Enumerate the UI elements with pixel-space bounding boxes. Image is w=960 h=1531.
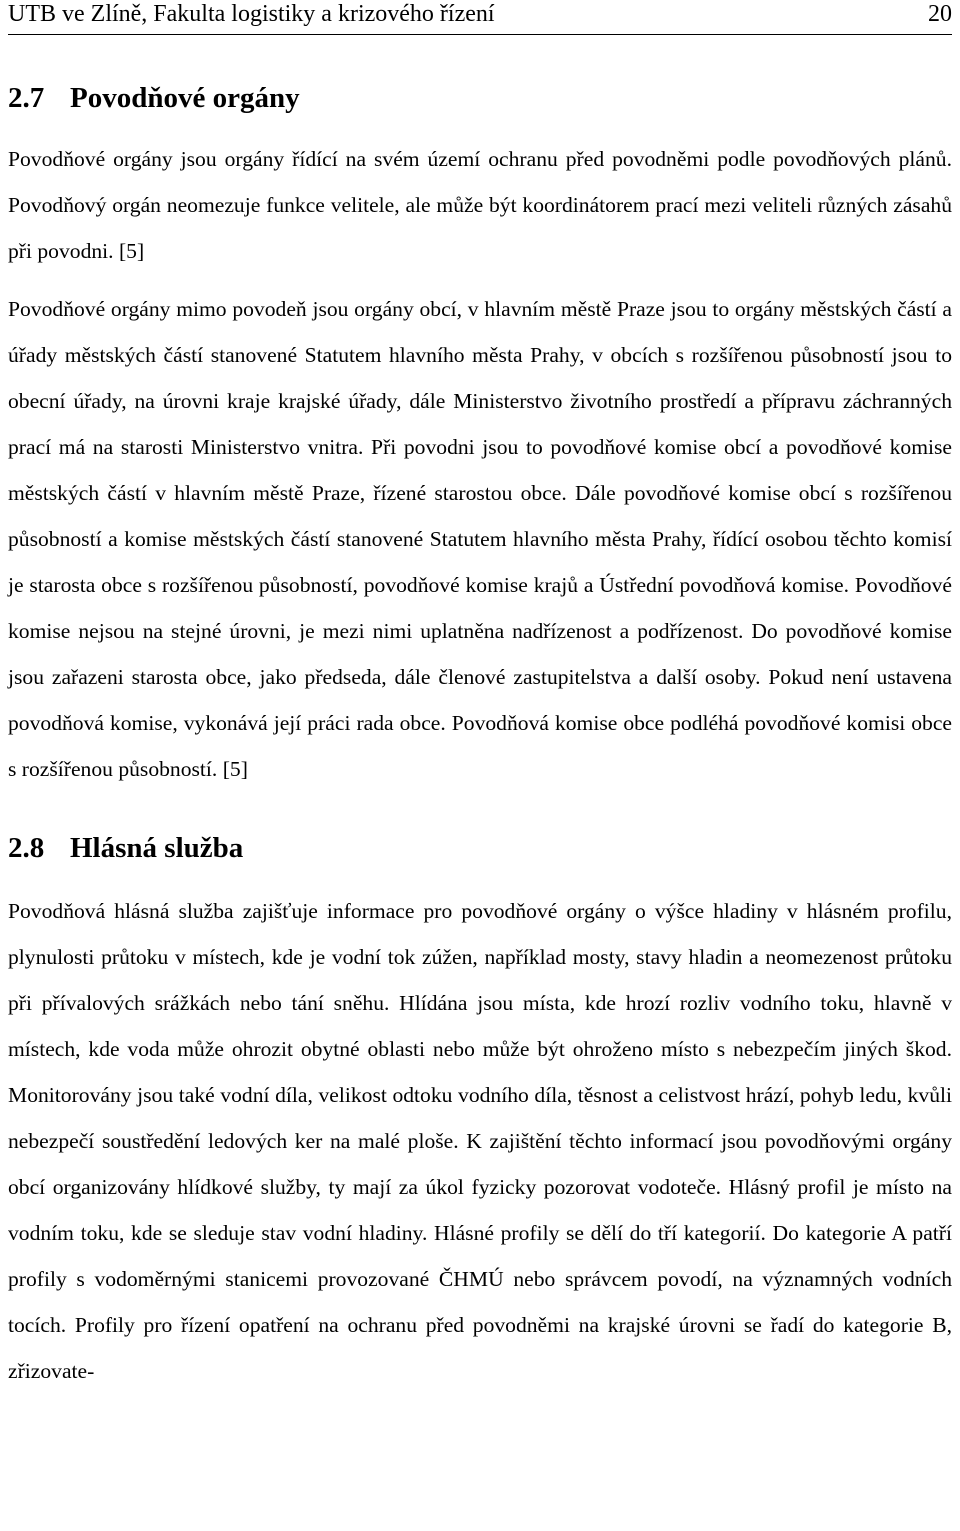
paragraph: Povodňová hlásná služba zajišťuje informace pro povodňové orgány o výšce hladiny v hlásném profilu, plynulosti průtoku v místech, kde je vodní tok zúžen, například mosty, stavy hladin a neomezenost průtoku při přívalových srážkách nebo tání sněhu. Hlídána jsou místa, kde hrozí rozliv vodního toku, hlavně v místech, kde voda může ohrozit obytné oblasti nebo může být ohroženo místo s nebezpečím jiných škod. Monitorovány jsou také vodní díla, velikost odtoku vodního díla, těsnost a celistvost hrází, pohyb ledu, kvůli nebezpečí soustředění ledových ker na malé ploše. K zajištění těchto informací jsou povodňovými orgány obcí organizovány hlídkové služby, ty mají za úkol fyzicky pozorovat vodoteče. Hlásný profil je místo na vodním toku, kde se sleduje stav vodní hladiny. Hlásné profily se dělí do tří kategorií. Do kategorie A patří profily s vodoměrnými stanicemi provozované ČHMÚ nebo správcem povodí, na významných vodních tocích. Profily pro řízení opatření na ochranu před povodněmi na krajské úrovni se řadí do kategorie B, zřizovate-: [8, 899, 952, 1383]
page-number: 20: [928, 1, 952, 27]
section-number: 2.7: [8, 82, 45, 114]
section-number: 2.8: [8, 832, 45, 864]
paragraph: Povodňové orgány jsou orgány řídící na svém území ochranu před povodněmi podle povodňových plánů. Povodňový orgán neomezuje funkce velitele, ale může být koordinátorem prací mezi veliteli různých zásahů při povodni. [5]: [8, 147, 952, 263]
section-title: Povodňové orgány: [70, 82, 300, 114]
section-heading-2-8: [8, 826, 952, 870]
paragraph: Povodňové orgány mimo povodeň jsou orgány obcí, v hlavním městě Praze jsou to orgány městských částí a úřady městských částí stanovené Statutem hlavního města Prahy, v obcích s rozšířenou působností jsou to obecní úřady, na úrovni kraje krajské úřady, dále Ministerstvo životního prostředí a přípravu záchranných prací má na starosti Ministerstvo vnitra. Při povodni jsou to povodňové komise obcí a povodňové komise městských částí v hlavním městě Praze, řízené starostou obce. Dále povodňové komise obcí s rozšířenou působností a komise městských částí stanovené Statutem hlavního města Prahy, řídící osobou těchto komisí je starosta obce s rozšířenou působností, povodňové komise krajů a Ústřední povodňová komise. Povodňové komise nejsou na stejné úrovni, je mezi nimi uplatněna nadřízenost a podřízenost. Do povodňové komise jsou zařazeni starosta obce, jako předseda, dále členové zastupitelstva a další osoby. Pokud není ustavena povodňová komise, vykonává její práci rada obce. Povodňová komise obce podléhá povodňové komisi obce s rozšířenou působností. [5]: [8, 297, 952, 781]
section-heading-2-7: [8, 76, 952, 120]
page-content: [8, 76, 952, 1394]
section-title: Hlásná služba: [70, 832, 244, 864]
header-title: UTB ve Zlíně, Fakulta logistiky a krizového řízení: [8, 1, 495, 27]
running-header: [8, 0, 952, 35]
